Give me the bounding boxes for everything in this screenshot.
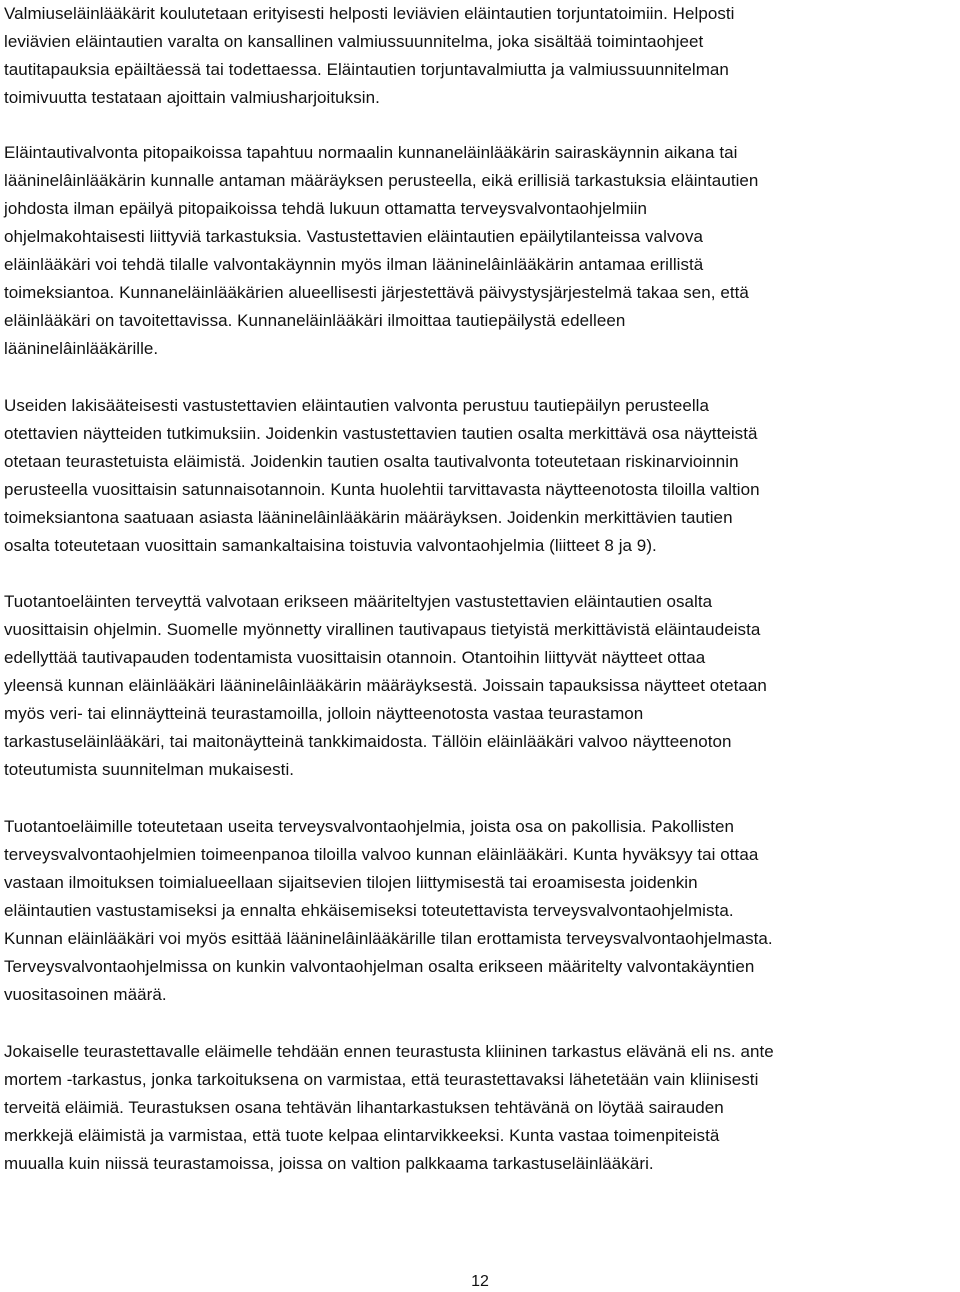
text-line: vuosittaisin ohjelmin. Suomelle myönnetty virallinen tautivapaus tietyistä merkittävistä eläintaudeista	[4, 620, 761, 639]
text-line: osalta toteutetaan vuosittain samankaltaisina toistuvia valvontaohjelmia (liitteet 8 ja 9).	[4, 536, 657, 555]
text-line: Jokaiselle teurastettavalle eläimelle tehdään ennen teurastusta kliininen tarkastus elävänä eli ns. ante	[4, 1042, 774, 1061]
text-line: tarkastuseläinlääkäri, tai maitonäytteinä tankkimaidosta. Tällöin eläinlääkäri valvoo näytteenoton	[4, 732, 732, 751]
text-line: ohjelmakohtaisesti liittyviä tarkastuksia. Vastustettavien eläintautien epäilytilanteissa valvova	[4, 227, 704, 246]
text-line: vuositasoinen määrä.	[4, 985, 167, 1004]
text-line: tautitapauksia epäiltäessä tai todettaessa. Eläintautien torjuntavalmiutta ja valmiussuunnitelman	[4, 60, 729, 79]
text-line: eläinlääkäri on tavoitettavissa. Kunnaneläinlääkäri ilmoittaa tautiepäilystä edelleen	[4, 311, 626, 330]
text-line: toimivuutta testataan ajoittain valmiusharjoituksin.	[4, 88, 380, 107]
text-line: toimeksiantoa. Kunnaneläinlääkärien alueellisesti järjestettävä päivystysjärjestelmä takaa sen, että	[4, 283, 749, 302]
text-line: johdosta ilman epäilyä pitopaikoissa tehdä lukuun ottamatta terveysvalvontaohjelmiin	[4, 199, 648, 218]
text-line: Tuotantoeläinten terveyttä valvotaan erikseen määriteltyjen vastustettavien eläintautien osalta	[4, 592, 713, 611]
text-line: Kunnan eläinlääkäri voi myös esittää lääninelâinlääkärille tilan erottamista terveysvalvontaohjelmasta.	[4, 929, 773, 948]
text-line: terveitä eläimiä. Teurastuksen osana tehtävän lihantarkastuksen tehtävänä on löytää sairauden	[4, 1098, 724, 1117]
text-line: Valmiuseläinlääkärit koulutetaan erityisesti helposti leviävien eläintautien torjuntatoimiin. Helposti	[4, 4, 735, 23]
text-line: vastaan ilmoituksen toimialueellaan sijaitsevien tilojen liittymisestä tai eroamisesta joidenkin	[4, 873, 698, 892]
text-line: muualla kuin niissä teurastamoissa, joissa on valtion palkkaama tarkastuseläinlääkäri.	[4, 1154, 654, 1173]
text-line: lääninelâinlääkärille.	[4, 339, 159, 358]
text-line: myös veri- tai elinnäytteinä teurastamoilla, jolloin näytteenotosta vastaa teurastamon	[4, 704, 644, 723]
text-line: otetaan teurastetuista eläimistä. Joidenkin tautien osalta tautivalvonta toteutetaan riskinarvioinnin	[4, 452, 739, 471]
text-line: perusteella vuosittaisin satunnaisotannoin. Kunta huolehtii tarvittavasta näytteenotosta tiloilla valtion	[4, 480, 760, 499]
text-line: Useiden lakisääteisesti vastustettavien eläintautien valvonta perustuu tautiepäilyn perusteella	[4, 396, 710, 415]
text-line: eläintautien vastustamiseksi ja ennalta ehkäisemiseksi toteutettavista terveysvalvontaohjelmista.	[4, 901, 734, 920]
text-line: merkkejä eläimistä ja varmistaa, että tuote kelpaa elintarvikkeeksi. Kunta vastaa toimenpiteistä	[4, 1126, 720, 1145]
text-line: eläinlääkäri voi tehdä tilalle valvontakäynnin myös ilman lääninelâinlääkärin antamaa erillistä	[4, 255, 704, 274]
text-line: toimeksiantona saatuaan asiasta lääninelâinlääkärin määräyksen. Joidenkin merkittävien tautien	[4, 508, 733, 527]
text-line: Eläintautivalvonta pitopaikoissa tapahtuu normaalin kunnaneläinlääkärin sairaskäynnin aikana tai	[4, 143, 738, 162]
text-line: leviävien eläintautien varalta on kansallinen valmiussuunnitelma, joka sisältää toimintaohjeet	[4, 32, 704, 51]
text-line: mortem -tarkastus, jonka tarkoituksena on varmistaa, että teurastettavaksi lähetetään vain kliinisesti	[4, 1070, 759, 1089]
text-line: terveysvalvontaohjelmien toimeenpanoa tiloilla valvoo kunnan eläinlääkäri. Kunta hyväksyy tai ottaa	[4, 845, 759, 864]
text-line: Tuotantoeläimille toteutetaan useita terveysvalvontaohjelmia, joista osa on pakollisia. Pakollisten	[4, 817, 735, 836]
text-line: Terveysvalvontaohjelmissa on kunkin valvontaohjelman osalta erikseen määritelty valvontakäyntien	[4, 957, 755, 976]
text-line: edellyttää tautivapauden todentamista vuosittaisin otannoin. Otantoihin liittyvät näytteet ottaa	[4, 648, 706, 667]
text-line: toteutumista suunnitelman mukaisesti.	[4, 760, 295, 779]
text-line: otettavien näytteiden tutkimuksiin. Joidenkin vastustettavien tautien osalta merkittävä osa näytteistä	[4, 424, 758, 443]
page-number: 12	[471, 1273, 489, 1290]
text-line: yleensä kunnan eläinlääkäri lääninelâinlääkärin määräyksestä. Joissain tapauksissa näytteet otetaan	[4, 676, 767, 695]
text-line: lääninelâinlääkärin kunnalle antaman määräyksen perusteella, eikä erillisiä tarkastuksia eläintautien	[4, 171, 759, 190]
